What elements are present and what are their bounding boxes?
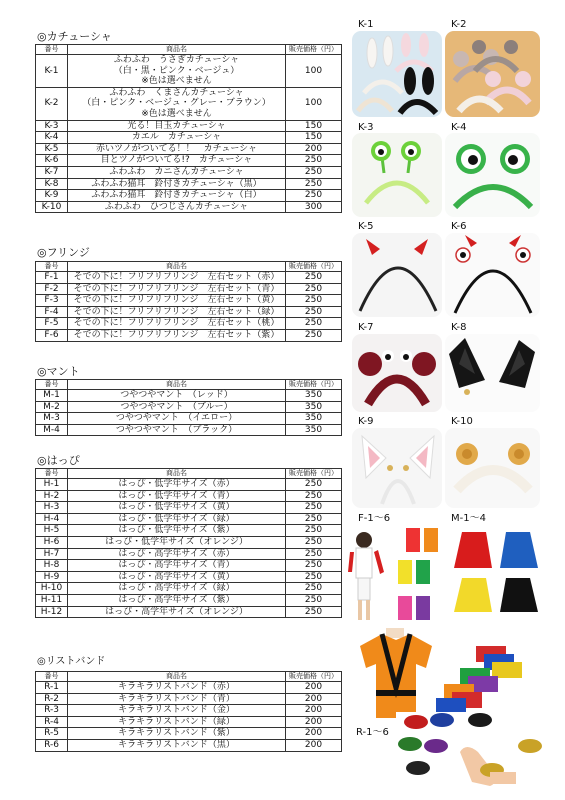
item-name — [68, 705, 286, 717]
item-code: K-10 — [36, 201, 68, 213]
item-name — [68, 424, 286, 436]
item-code: F-6 — [36, 329, 68, 341]
item-price: 100 — [286, 87, 342, 120]
photo-k3-eyeball-headband — [352, 133, 442, 217]
item-name — [68, 272, 286, 284]
item-price: 200 — [286, 143, 342, 155]
item-price: 200 — [286, 705, 342, 717]
item-name-line: キラキラリストバンド（金） — [118, 705, 235, 716]
item-code: M-3 — [36, 413, 68, 425]
table-row — [36, 513, 342, 525]
item-name — [68, 571, 286, 583]
item-name-line: はっぴ・高学年サイズ（緑） — [118, 583, 235, 594]
item-price: 150 — [286, 120, 342, 132]
item-name — [68, 190, 286, 202]
item-code: H-4 — [36, 513, 68, 525]
table-row — [36, 728, 342, 740]
table-row — [36, 143, 342, 155]
item-name — [68, 401, 286, 413]
item-code: K-1 — [36, 55, 68, 88]
item-code: H-7 — [36, 548, 68, 560]
photo-k8-black-cat-ear-headband — [445, 334, 540, 412]
table-row — [36, 120, 342, 132]
item-name — [68, 502, 286, 514]
header-price: 販売価格（円） — [286, 262, 342, 272]
section-title-mant: ◎マント — [37, 365, 80, 378]
item-name — [68, 513, 286, 525]
item-name — [68, 716, 286, 728]
item-price: 250 — [286, 571, 342, 583]
item-name-line: そでの下に！フリフリフリンジ 左右セット（青） — [73, 283, 280, 294]
item-name-line: ※色は選べません — [141, 108, 212, 119]
item-name-line: はっぴ・高学年サイズ（青） — [118, 560, 235, 571]
item-price: 200 — [286, 693, 342, 705]
item-price: 250 — [286, 283, 342, 295]
photo-label-k10: K-10 — [451, 416, 473, 427]
item-price: 250 — [286, 583, 342, 595]
photo-k5-red-horn-headband — [352, 233, 442, 317]
item-name — [68, 178, 286, 190]
item-name — [68, 318, 286, 330]
item-code: M-2 — [36, 401, 68, 413]
item-price: 200 — [286, 739, 342, 751]
item-price: 350 — [286, 424, 342, 436]
table-header-row — [36, 262, 342, 272]
item-code: H-3 — [36, 502, 68, 514]
item-price: 200 — [286, 682, 342, 694]
item-name-line: ※色は選べません — [141, 76, 212, 87]
item-name-line: はっぴ・高学年サイズ（黄） — [118, 571, 235, 582]
table-row — [36, 178, 342, 190]
item-name-line: （白・黒・ピンク・ベージュ） — [113, 65, 240, 76]
header-code: 番号 — [36, 45, 68, 55]
table-header-row — [36, 469, 342, 479]
item-price: 250 — [286, 594, 342, 606]
item-name — [68, 166, 286, 178]
table-row — [36, 295, 342, 307]
table-row — [36, 705, 342, 717]
table-row — [36, 283, 342, 295]
table-row — [36, 682, 342, 694]
item-name-line: 目とツノがついてる!? カチューシャ — [100, 155, 253, 166]
item-price: 250 — [286, 479, 342, 491]
photo-label-k4: K-4 — [451, 122, 467, 133]
item-price: 200 — [286, 728, 342, 740]
photo-label-k3: K-3 — [358, 122, 374, 133]
photo-happi — [352, 628, 542, 724]
header-price: 販売価格（円） — [286, 45, 342, 55]
header-code: 番号 — [36, 672, 68, 682]
item-name — [68, 479, 286, 491]
item-name — [68, 594, 286, 606]
item-name — [68, 536, 286, 548]
table-row — [36, 155, 342, 167]
item-price: 250 — [286, 502, 342, 514]
table-header-row — [36, 380, 342, 390]
table-row — [36, 548, 342, 560]
photo-k9-white-cat-ear-headband — [352, 428, 442, 508]
item-name-line: ふわふわ うさぎカチューシャ — [113, 55, 240, 65]
item-name-line: つやつやマント （ブルー） — [120, 401, 233, 412]
item-price: 250 — [286, 606, 342, 618]
table-header-row — [36, 45, 342, 55]
table-row — [36, 55, 342, 88]
item-price: 250 — [286, 536, 342, 548]
item-price: 250 — [286, 178, 342, 190]
item-name-line: はっぴ・低学年サイズ（赤） — [118, 479, 235, 489]
header-price: 販売価格（円） — [286, 672, 342, 682]
item-price: 250 — [286, 560, 342, 572]
item-name-line: はっぴ・高学年サイズ（赤） — [118, 548, 235, 559]
table-row — [36, 606, 342, 618]
item-code: R-3 — [36, 705, 68, 717]
item-code: F-4 — [36, 306, 68, 318]
item-price: 250 — [286, 490, 342, 502]
item-name — [68, 283, 286, 295]
item-name-line: つやつやマント （レッド） — [120, 390, 233, 400]
item-code: K-5 — [36, 143, 68, 155]
item-name — [68, 606, 286, 618]
item-name-line: キラキラリストバンド（赤） — [118, 682, 235, 692]
table-row — [36, 571, 342, 583]
item-name-line: キラキラリストバンド（紫） — [118, 728, 235, 739]
photo-label-k1: K-1 — [358, 19, 374, 30]
table-row — [36, 390, 342, 402]
table-row — [36, 536, 342, 548]
item-code: H-1 — [36, 479, 68, 491]
table-row — [36, 166, 342, 178]
item-code: R-1 — [36, 682, 68, 694]
table-row — [36, 413, 342, 425]
photo-k10-sheep-headband — [445, 428, 540, 508]
photo-k1-bunny-headbands — [352, 31, 442, 117]
item-name — [68, 143, 286, 155]
item-price: 250 — [286, 166, 342, 178]
item-code: K-6 — [36, 155, 68, 167]
item-code: F-5 — [36, 318, 68, 330]
item-name-line: はっぴ・低学年サイズ（黄） — [118, 502, 235, 513]
item-price: 250 — [286, 295, 342, 307]
item-price: 250 — [286, 155, 342, 167]
table-row — [36, 329, 342, 341]
item-price: 350 — [286, 390, 342, 402]
item-code: K-3 — [36, 120, 68, 132]
table-wristband — [35, 671, 342, 752]
item-code: H-10 — [36, 583, 68, 595]
item-price: 300 — [286, 201, 342, 213]
section-title-happi: ◎はっぴ — [37, 454, 80, 467]
section-title-fringe: ◎フリンジ — [37, 246, 90, 259]
photo-mant — [448, 526, 544, 622]
header-code: 番号 — [36, 262, 68, 272]
table-row — [36, 583, 342, 595]
item-name-line: そでの下に！フリフリフリンジ 左右セット（黄） — [73, 295, 280, 306]
item-name — [68, 55, 286, 88]
item-name — [68, 390, 286, 402]
table-row — [36, 132, 342, 144]
header-name: 商品名 — [68, 380, 286, 390]
item-name-line: はっぴ・低学年サイズ（緑） — [118, 513, 235, 524]
table-row — [36, 502, 342, 514]
table-row — [36, 490, 342, 502]
item-name — [68, 525, 286, 537]
photo-label-k8: K-8 — [451, 322, 467, 333]
photo-k4-frog-headband — [445, 133, 540, 217]
table-mant — [35, 379, 342, 436]
header-code: 番号 — [36, 469, 68, 479]
table-happi — [35, 468, 342, 618]
header-price: 販売価格（円） — [286, 380, 342, 390]
item-name-line: はっぴ・高学年サイズ（紫） — [118, 594, 235, 605]
item-code: K-8 — [36, 178, 68, 190]
section-title-wristband: ◎リストバンド — [37, 656, 106, 667]
table-row — [36, 716, 342, 728]
table-row — [36, 594, 342, 606]
item-code: H-6 — [36, 536, 68, 548]
item-name-line: キラキラリストバンド（青） — [118, 693, 235, 704]
photo-label-k5: K-5 — [358, 221, 374, 232]
item-name-line: はっぴ・高学年サイズ（オレンジ） — [105, 606, 248, 617]
item-price: 250 — [286, 525, 342, 537]
item-code: F-3 — [36, 295, 68, 307]
table-row — [36, 424, 342, 436]
photo-label-k7: K-7 — [358, 322, 374, 333]
table-row — [36, 318, 342, 330]
photo-k2-bear-headbands — [445, 31, 540, 117]
table-row — [36, 201, 342, 213]
item-name-line: キラキラリストバンド（黒） — [118, 739, 235, 750]
item-name-line: カエル カチューシャ — [131, 132, 222, 143]
item-price: 250 — [286, 306, 342, 318]
item-name — [68, 413, 286, 425]
header-name: 商品名 — [68, 672, 286, 682]
item-name — [68, 87, 286, 120]
photo-fringe — [346, 524, 446, 628]
item-name — [68, 329, 286, 341]
item-code: R-2 — [36, 693, 68, 705]
table-row — [36, 401, 342, 413]
table-fringe — [35, 261, 342, 342]
item-name-line: 赤いツノがついてる！！ カチューシャ — [95, 143, 257, 154]
item-price: 350 — [286, 413, 342, 425]
item-name — [68, 739, 286, 751]
item-name — [68, 693, 286, 705]
item-price: 250 — [286, 318, 342, 330]
item-name-line: つやつやマント （イエロー） — [115, 413, 238, 424]
item-name-line: そでの下に！フリフリフリンジ 左右セット（紫） — [73, 329, 280, 340]
item-code: K-2 — [36, 87, 68, 120]
item-code: H-8 — [36, 560, 68, 572]
table-header-row — [36, 672, 342, 682]
item-price: 250 — [286, 513, 342, 525]
table-row — [36, 739, 342, 751]
item-code: H-11 — [36, 594, 68, 606]
item-price: 200 — [286, 716, 342, 728]
item-name — [68, 120, 286, 132]
table-kachusha — [35, 44, 342, 213]
item-name — [68, 560, 286, 572]
photo-label-r: R-1～6 — [356, 727, 389, 738]
table-row — [36, 560, 342, 572]
header-code: 番号 — [36, 380, 68, 390]
item-name — [68, 728, 286, 740]
section-title-kachusha: ◎カチューシャ — [37, 30, 112, 43]
item-name-line: キラキラリストバンド（緑） — [118, 716, 235, 727]
header-name: 商品名 — [68, 469, 286, 479]
item-name-line: ふわふわ猫耳 鈴付きカチューシャ（白） — [91, 190, 262, 201]
photo-k7-crab-headband — [352, 334, 442, 412]
item-name-line: ふわふわ くまさんカチューシャ — [109, 87, 244, 98]
item-name-line: そでの下に！フリフリフリンジ 左右セット（桃） — [73, 318, 280, 329]
item-name-line: ふわふわ猫耳 鈴付きカチューシャ（黒） — [91, 178, 262, 189]
item-name — [68, 132, 286, 144]
item-name — [68, 155, 286, 167]
item-name-line: 光る！目玉カチューシャ — [127, 120, 226, 131]
item-code: M-4 — [36, 424, 68, 436]
item-name — [68, 295, 286, 307]
photo-label-k9: K-9 — [358, 416, 374, 427]
photo-label-m: M-1～4 — [451, 513, 486, 524]
header-name: 商品名 — [68, 45, 286, 55]
photo-wristband — [396, 712, 546, 792]
item-code: F-2 — [36, 283, 68, 295]
item-name-line: そでの下に！フリフリフリンジ 左右セット（赤） — [73, 272, 280, 282]
photo-label-k6: K-6 — [451, 221, 467, 232]
table-row — [36, 479, 342, 491]
item-price: 250 — [286, 272, 342, 284]
item-price: 250 — [286, 329, 342, 341]
item-name — [68, 201, 286, 213]
table-row — [36, 190, 342, 202]
photo-label-f: F-1～6 — [358, 513, 391, 524]
table-row — [36, 306, 342, 318]
item-name-line: はっぴ・低学年サイズ（オレンジ） — [105, 536, 248, 547]
item-name — [68, 490, 286, 502]
item-code: K-4 — [36, 132, 68, 144]
item-price: 150 — [286, 132, 342, 144]
item-name-line: はっぴ・低学年サイズ（紫） — [118, 525, 235, 536]
item-code: R-6 — [36, 739, 68, 751]
item-name — [68, 306, 286, 318]
item-code: R-5 — [36, 728, 68, 740]
header-name: 商品名 — [68, 262, 286, 272]
table-row — [36, 87, 342, 120]
item-code: F-1 — [36, 272, 68, 284]
item-price: 100 — [286, 55, 342, 88]
item-name-line: そでの下に！フリフリフリンジ 左右セット（緑） — [73, 306, 280, 317]
item-price: 350 — [286, 401, 342, 413]
item-code: R-4 — [36, 716, 68, 728]
photo-k6-eye-horn-headband — [445, 233, 540, 317]
item-name-line: （白・ピンク・ベージュ・グレー・ブラウン） — [82, 98, 271, 109]
photo-label-k2: K-2 — [451, 19, 467, 30]
item-code: H-9 — [36, 571, 68, 583]
table-row — [36, 525, 342, 537]
item-name — [68, 583, 286, 595]
item-code: H-5 — [36, 525, 68, 537]
item-code: M-1 — [36, 390, 68, 402]
item-code: H-12 — [36, 606, 68, 618]
table-row — [36, 272, 342, 284]
item-price: 250 — [286, 548, 342, 560]
item-name-line: ふわふわ ひつじさんカチューシャ — [104, 201, 249, 212]
header-price: 販売価格（円） — [286, 469, 342, 479]
item-price: 250 — [286, 190, 342, 202]
item-name-line: ふわふわ カニさんカチューシャ — [109, 166, 244, 177]
item-name-line: はっぴ・低学年サイズ（青） — [118, 490, 235, 501]
item-code: K-7 — [36, 166, 68, 178]
item-name — [68, 682, 286, 694]
item-name — [68, 548, 286, 560]
table-row — [36, 693, 342, 705]
item-code: H-2 — [36, 490, 68, 502]
item-name-line: つやつやマント （ブラック） — [115, 424, 238, 435]
item-code: K-9 — [36, 190, 68, 202]
